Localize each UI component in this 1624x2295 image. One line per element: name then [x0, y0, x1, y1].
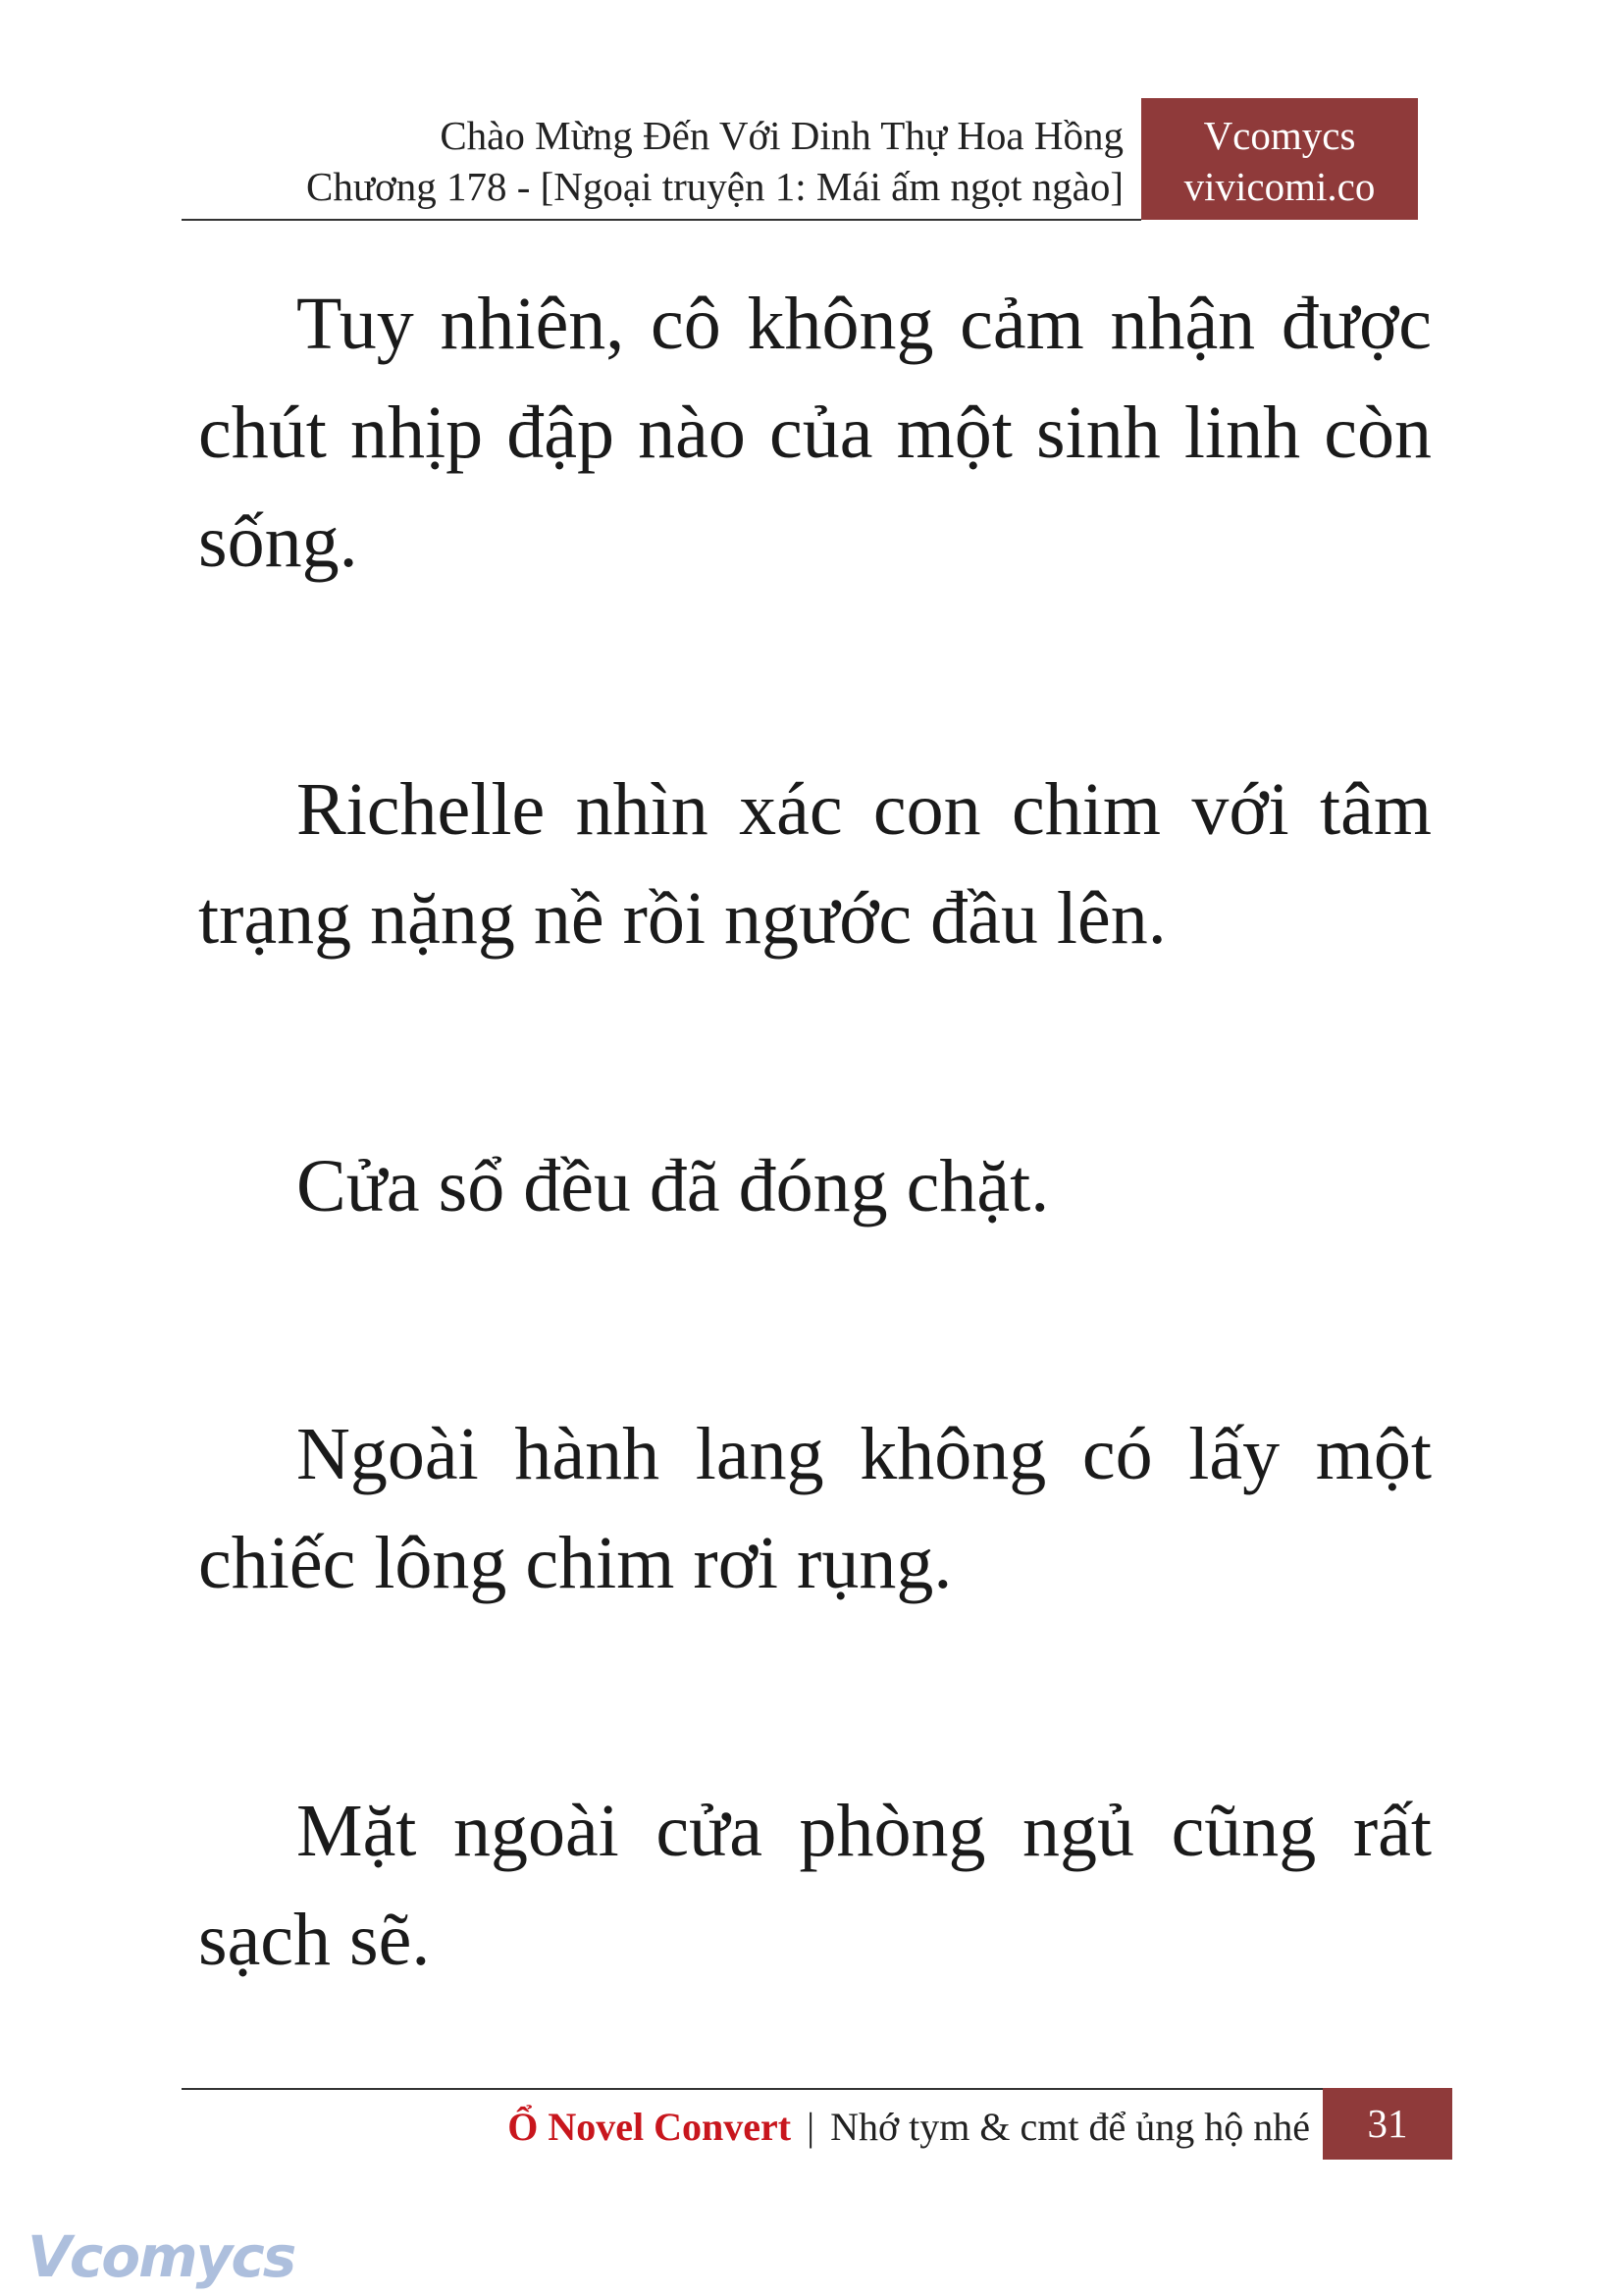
page-header [182, 98, 1418, 220]
page-number: 31 [1323, 2088, 1452, 2160]
footer-divider [182, 2088, 1323, 2090]
footer-message: Nhớ tym & cmt để ủng hộ nhé [830, 2105, 1310, 2149]
paragraph: Ngoài hành lang không có lấy một chiếc lông chim rơi rụng. [198, 1413, 1432, 1604]
paragraph: Richelle nhìn xác con chim với tâm trạng nặng nề rồi ngước đầu lên. [198, 768, 1432, 960]
watermark-logo: Vcomycs [27, 2223, 295, 2290]
site-url: vivicomi.co [1183, 164, 1376, 209]
site-badge [1141, 98, 1418, 220]
header-divider [182, 219, 1141, 221]
footer-brand: Ổ Novel Convert [507, 2105, 792, 2149]
paragraph: Tuy nhiên, cô không cảm nhận được chút nhịp đập nào của một sinh linh còn sống. [198, 283, 1432, 583]
paragraph: Mặt ngoài cửa phòng ngủ cũng rất sạch sẽ. [198, 1790, 1432, 1981]
chapter-body [198, 270, 1432, 1995]
chapter-title: Chương 178 - [Ngoại truyện 1: Mái ấm ngọt ngào] [305, 164, 1124, 209]
header-text [306, 110, 1124, 212]
footer-separator: | [807, 2105, 815, 2149]
book-title: Chào Mừng Đến Với Dinh Thự Hoa Hồng [440, 113, 1124, 158]
paragraph: Cửa sổ đều đã đóng chặt. [296, 1145, 1050, 1227]
page-footer [507, 2100, 1310, 2155]
site-name: Vcomycs [1203, 113, 1356, 158]
